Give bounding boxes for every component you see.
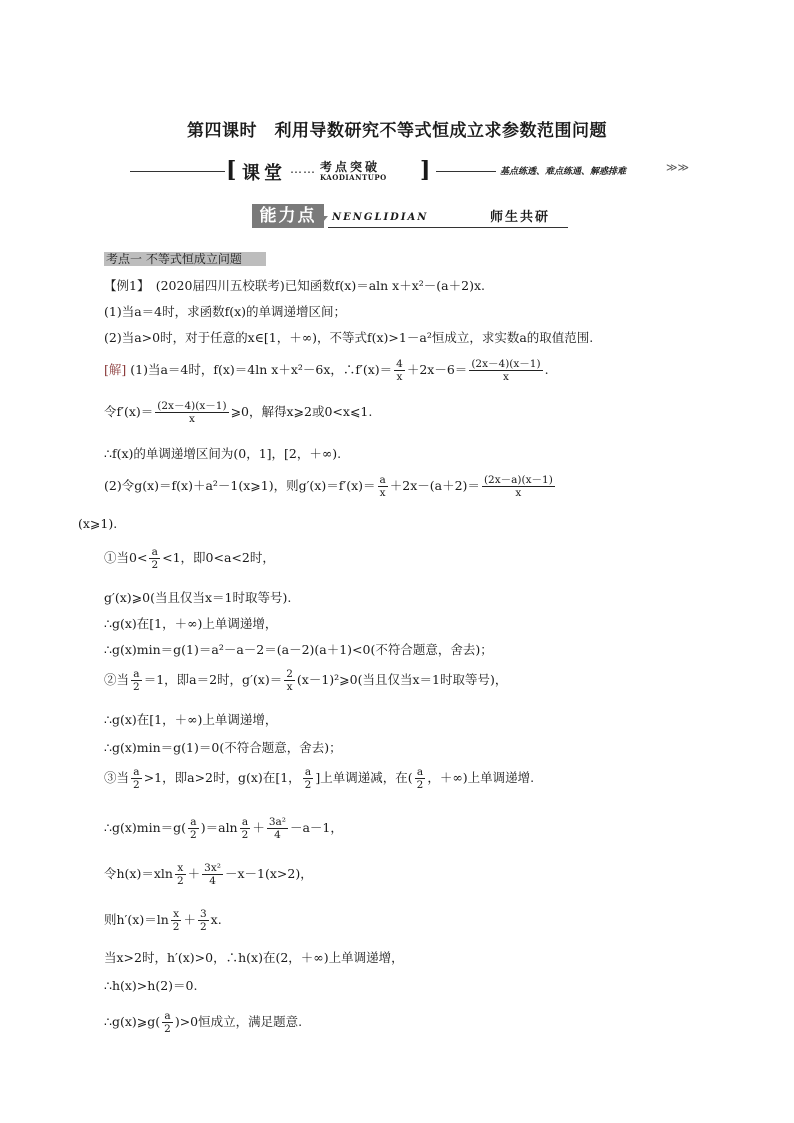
solution-line-4 [104, 474, 557, 499]
text: ＋ [187, 866, 201, 881]
solution-line-18: ∴h(x)>h(2)＝0. [104, 978, 198, 993]
fraction [469, 358, 542, 383]
frac-num: 3 [199, 908, 207, 920]
frac-den: 2 [176, 875, 184, 887]
frac-num: (2x－4)(x－1) [157, 400, 227, 412]
banner-bracket-right: ] [420, 157, 431, 183]
solution-line-10 [104, 668, 507, 693]
text: )>0恒成立，满足题意. [174, 1014, 303, 1029]
frac-den: 2 [133, 779, 140, 791]
frac-num: 4 [396, 358, 403, 370]
frac-den: 2 [172, 921, 180, 933]
text: 令f′(x)＝ [104, 404, 154, 419]
text: ]上单调递减，在( [315, 770, 413, 785]
frac-num: a [188, 816, 199, 829]
frac-num: a [415, 766, 426, 779]
fraction [149, 546, 160, 571]
frac-num: (2x－4)(x－1) [471, 358, 541, 370]
frac-den: x [379, 487, 386, 499]
text: ＋ [183, 912, 196, 927]
example-line-3: (2)当a>0时，对于任意的x∈[1，＋∞)，不等式f(x)>1－a²恒成立，求实数a的取值范围. [104, 330, 594, 345]
fraction [131, 668, 142, 693]
solution-line-1 [104, 358, 549, 383]
frac-den: x [188, 413, 195, 425]
text: >1，即a>2时，g(x)在 [143, 770, 276, 785]
text: ＝1，即a＝2时，g′(x)＝ [143, 672, 283, 687]
frac-den: 2 [304, 779, 312, 791]
fraction [162, 1010, 173, 1035]
frac-den: x [396, 371, 403, 383]
frac-num: (2x－a)(x－1) [483, 474, 553, 486]
fraction [171, 908, 182, 933]
text: [1， [275, 770, 301, 785]
text: ③当 [104, 770, 130, 785]
text: ②当 [104, 672, 130, 687]
text: ＋ [252, 820, 265, 835]
nengli-right-label: 师生共研 [490, 210, 551, 225]
banner-arrows-icon: ≫≫ [666, 161, 690, 174]
frac-den: 2 [164, 1023, 171, 1035]
text: )＝aln [200, 820, 238, 835]
banner-right-text: 基点练透、难点练通、解惑排难 [500, 167, 627, 177]
nengli-badge: 能力点 [252, 204, 324, 228]
solution-line-5: (x⩾1). [78, 516, 118, 531]
nengli-header [252, 204, 572, 230]
frac-den: x [502, 371, 509, 383]
text: ⩾0，解得x⩾2或0<x⩽1. [230, 404, 373, 419]
fraction [267, 816, 288, 841]
frac-num: a [379, 474, 386, 486]
solution-line-3: ∴f(x)的单调递增区间为(0，1]，[2，＋∞). [104, 446, 342, 461]
fraction [198, 908, 209, 933]
text: (2)令g(x)＝f(x)＋a²－1(x⩾1)，则g′(x)＝f′(x)＝ [104, 478, 376, 493]
example-line-2: (1)当a＝4时，求函数f(x)的单调递增区间； [104, 304, 347, 319]
frac-num: a [131, 668, 142, 681]
frac-den: 2 [241, 829, 249, 841]
frac-den: 4 [274, 829, 281, 841]
text: (1)当a＝4时，f(x)＝4ln x＋x²－6x，∴f′(x)＝ [130, 362, 393, 377]
frac-den: x [515, 487, 522, 499]
fraction [175, 862, 186, 887]
frac-num: a [149, 546, 160, 559]
text: x. [210, 912, 222, 927]
fraction [394, 358, 405, 383]
banner-kaodian: 考点突破 [320, 160, 381, 174]
text: －x－1(x>2)， [224, 866, 313, 881]
fraction [415, 766, 426, 791]
text: －a－1， [289, 820, 343, 835]
frac-num: 2 [286, 668, 293, 680]
nengli-underline [328, 227, 568, 228]
fraction [188, 816, 199, 841]
solution-line-6 [104, 546, 275, 571]
solution-line-17: 当x>2时，h′(x)>0，∴h(x)在(2，＋∞)上单调递增， [104, 950, 404, 965]
fraction [482, 474, 555, 499]
solution-line-14 [104, 816, 343, 841]
frac-num: 3x² [204, 862, 221, 874]
frac-den: 2 [416, 779, 424, 791]
text: ＋2x－6＝ [406, 362, 468, 377]
solution-line-8: ∴g(x)在[1，＋∞)上单调递增， [104, 616, 278, 631]
frac-den: 2 [133, 681, 140, 693]
banner-rule-right [436, 171, 496, 172]
example-line-1: 【例1】 (2020届四川五校联考)已知函数f(x)＝aln x＋x²－(a＋2)x. [104, 278, 485, 293]
text: <1，即0<a<2时， [162, 550, 275, 565]
text: 令h(x)＝xln [104, 866, 173, 881]
section-banner [130, 158, 690, 186]
text: ∴g(x)⩾g( [104, 1014, 161, 1029]
solution-line-2 [104, 400, 372, 425]
solution-tag: [解] [104, 362, 127, 377]
fraction [202, 862, 223, 887]
banner-bracket-left: [ [226, 157, 237, 183]
fraction [155, 400, 228, 425]
text: ∴g(x)min＝g( [104, 820, 187, 835]
fraction [131, 766, 142, 791]
frac-den: x [286, 681, 293, 693]
text: . [544, 362, 549, 377]
solution-line-13 [104, 766, 534, 791]
frac-num: a [240, 816, 251, 829]
page-title: 第四课时 利用导数研究不等式恒成立求参数范围问题 [187, 121, 607, 141]
banner-dots: …… [290, 162, 316, 176]
nengli-pinyin: NENGLIDIAN [332, 212, 429, 223]
solution-line-16 [104, 908, 222, 933]
text: 则h′(x)＝ln [104, 912, 169, 927]
frac-num: a [162, 1010, 173, 1023]
text: ，＋∞)上单调递增. [427, 770, 535, 785]
frac-den: 2 [151, 559, 159, 571]
solution-line-7: g′(x)⩾0(当且仅当x＝1时取等号). [104, 590, 292, 605]
frac-den: 2 [199, 921, 207, 933]
banner-rule-left [130, 171, 225, 172]
solution-line-9: ∴g(x)min＝g(1)＝a²－a－2＝(a－2)(a＋1)<0(不符合题意，舍去)； [104, 642, 493, 657]
text: ①当0< [104, 550, 148, 565]
nengli-badge-tail [318, 216, 328, 228]
fraction [240, 816, 251, 841]
solution-line-11: ∴g(x)在[1，＋∞)上单调递增， [104, 712, 278, 727]
fraction [303, 766, 314, 791]
frac-num: a [303, 766, 314, 779]
fraction [378, 474, 388, 499]
frac-den: 4 [209, 875, 216, 887]
solution-line-15 [104, 862, 313, 887]
frac-num: a [131, 766, 142, 779]
kaodian-heading: 考点一 不等式恒成立问题 [104, 252, 266, 266]
frac-num: x [175, 862, 186, 875]
banner-kaodian-pinyin: KAODIANTUPO [320, 173, 387, 182]
solution-line-12: ∴g(x)min＝g(1)＝0(不符合题意，舍去)； [104, 740, 342, 755]
frac-num: x [171, 908, 182, 921]
fraction [284, 668, 295, 693]
frac-num: 3a² [268, 816, 286, 828]
solution-line-19 [104, 1010, 302, 1035]
frac-den: 2 [190, 829, 197, 841]
banner-ketang: 课堂 [242, 163, 286, 184]
text: (x－1)²⩾0(当且仅当x＝1时取等号)， [296, 672, 508, 687]
text: ＋2x－(a＋2)＝ [389, 478, 480, 493]
